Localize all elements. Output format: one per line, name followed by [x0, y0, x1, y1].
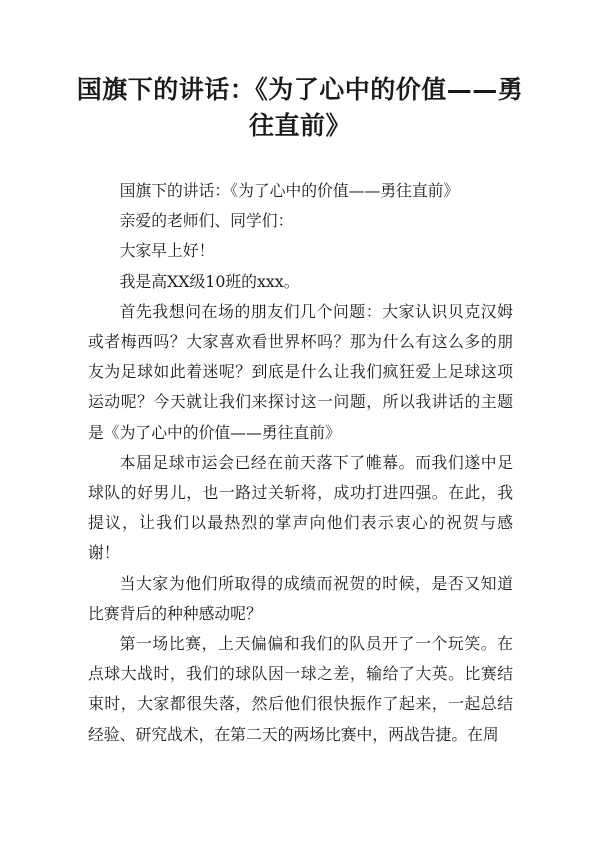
paragraph: 首先我想问在场的朋友们几个问题：大家认识贝克汉姆或者梅西吗？大家喜欢看世界杯吗？那为什么有这么多的朋友为足球如此着迷呢？到底是什么让我们疯狂爱上足球这项运动呢？今天就让我们来探讨这一问题，所以我讲话的主题是《为了心中的价值——勇往直前》: [88, 301, 513, 442]
paragraph: 我是高XX级10班的xxx。: [119, 271, 300, 291]
paragraph: 本届足球市运会已经在前天落下了帷幕。而我们遂中足球队的好男儿，也一路过关斩将，成功打进四强。在此，我提议，让我们以最热烈的掌声向他们表示衷心的祝贺与感谢！: [88, 452, 513, 563]
document-body: [88, 176, 513, 750]
paragraph: 当大家为他们所取得的成绩而祝贺的时候，是否又知道比赛背后的种种感动呢？: [88, 573, 513, 623]
paragraph: 亲爱的老师们、同学们：: [119, 211, 294, 231]
paragraph: 第一场比赛，上天偏偏和我们的队员开了一个玩笑。在点球大战时，我们的球队因一球之差，输给了大英。比赛结束时，大家都很失落，然后他们很快振作了起来，一起总结经验、研究战术，在第二天的两场比赛中，两战告捷。在周: [88, 634, 513, 744]
document-title: 国旗下的讲话：《为了心中的价值——勇往直前》: [76, 75, 524, 140]
paragraph: 大家早上好！: [119, 241, 215, 261]
paragraph: 国旗下的讲话：《为了心中的价值——勇往直前》: [119, 181, 460, 200]
